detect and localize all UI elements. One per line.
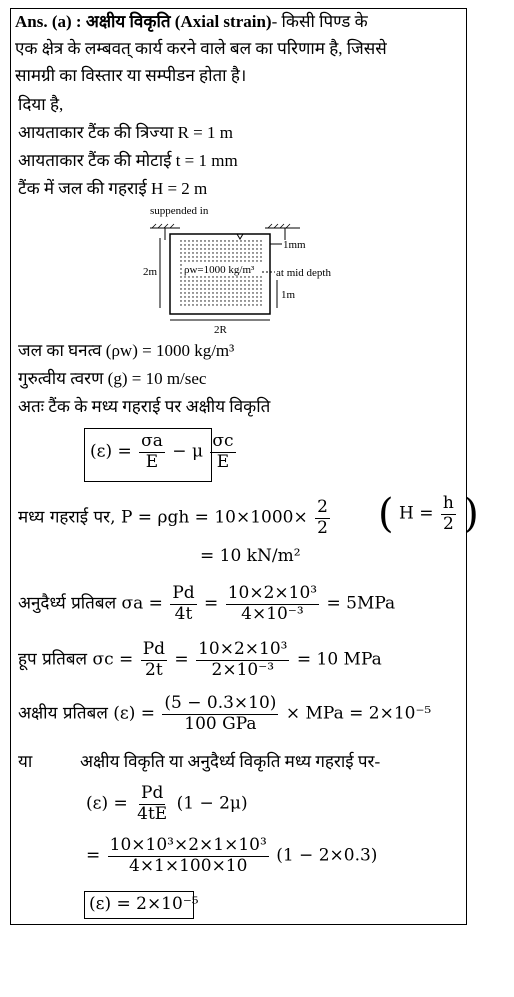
label-one-m: 1m [281,289,296,301]
hoop-label: हूप प्रतिबल [18,649,88,670]
axial-label: अक्षीय प्रतिबल [18,703,108,724]
intro-line-1 [15,12,368,32]
eq1-frac-c: $\frac{\sigma c}{E}$ [212,431,234,472]
final-answer: (ε) = 2×10⁻⁵ [89,894,199,914]
long-label: अनुदैर्ध्य प्रतिबल [18,593,117,614]
prop-therefore: अतः टैंक के मध्य गहराई पर अक्षीय विकृति [18,397,271,416]
eq1-frac-a: $\frac{\sigma a}{E}$ [141,431,163,472]
label-height: 2m [143,266,158,278]
given-heading: दिया है, [18,95,64,114]
given-thickness: आयताकार टैंक की मोटाई t = 1 mm [18,151,238,170]
given-depth: टैंक में जल की गहराई H = 2 m [18,179,208,198]
longitudinal-stress: अनुदैर्ध्य प्रतिबल σa = $\frac{Pd}{4t}$ = $\frac{\text{10×2×10³}}{\text{4×10⁻³}}$ = 5MPa [18,583,396,624]
alt-equation-2: = $\frac{\text{10×10³×2×1×10³}}{4\times 1\times 100\times 10}$ (1 − 2×0.3) [86,835,378,876]
label-mid-depth: at mid depth [276,267,331,279]
mid-frac: $\frac{2}{2}$ [317,497,328,538]
mid-label: मध्य गहराई पर, [18,507,116,528]
label-thickness: 1mm [283,239,306,251]
equation-1 [90,432,238,472]
eq1-lhs: (ε) = [90,441,132,462]
h-lhs: H = [399,503,434,524]
prop-density: जल का घनत्व (ρw) = 1000 kg/m³ [18,341,235,360]
h-definition: ( H = $\frac{h}{2}$ ) [378,491,479,538]
support-hatching [152,224,290,228]
given-radius: आयताकार टैंक की त्रिज्या R = 1 m [18,123,233,142]
mid-expr: P = ρgh = 10×1000× [120,507,308,528]
intro-line-1-rest: - किसी पिण्ड के [271,12,368,31]
intro-line-2: एक क्षेत्र के लम्बवत् कार्य करने वाले बल का परिणाम है, जिससे [15,39,387,58]
alt-text: अक्षीय विकृति या अनुदैर्ध्य विकृति मध्य गहराई पर- [80,752,381,771]
tank-diagram [140,200,380,340]
mid-result: = 10 kN/m² [200,546,301,566]
h-frac: $\frac{h}{2}$ [442,493,454,534]
mid-depth-pressure [18,498,332,538]
label-density: ρw=1000 kg/m³ [184,264,255,276]
alt-equation-1: (ε) = $\frac{Pd}{4tE}$ (1 − 2μ) [86,783,248,824]
hoop-stress: हूप प्रतिबल σc = $\frac{Pd}{2t}$ = $\frac{\text{10×2×10³}}{\text{2×10⁻³}}$ = 10 MPa [18,639,382,680]
axial-stress: अक्षीय प्रतिबल (ε) = $\frac{(5 - 0.3\times 10)}{\text{100 GPa}}$ × MPa = 2×10⁻⁵ [18,693,432,734]
label-suspended: suppended in [150,205,209,217]
label-diameter: 2R [214,324,227,336]
prop-gravity: गुरुत्वीय त्वरण (g) = 10 m/sec [18,369,207,388]
answer-prefix: Ans. (a) : [15,12,82,31]
term-axial-strain: अक्षीय विकृति (Axial strain) [85,12,272,31]
eq1-minus-mu: − μ [172,441,203,462]
alt-or: या [18,752,33,771]
intro-line-3: सामग्री का विस्तार या सम्पीडन होता है। [15,66,247,85]
